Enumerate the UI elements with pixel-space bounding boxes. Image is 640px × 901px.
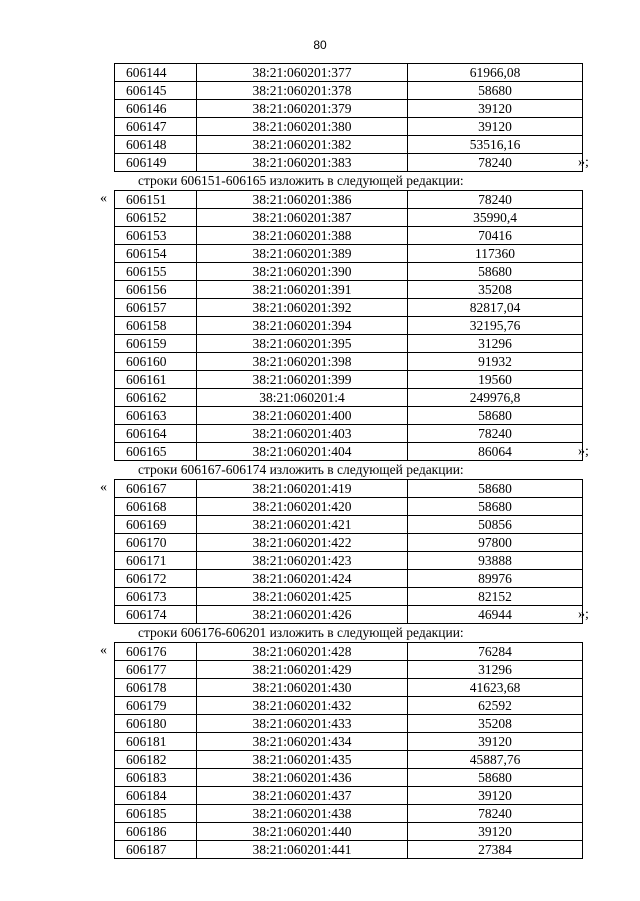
row-number-cell: 606183 [115, 769, 197, 787]
value-cell: 89976 [408, 570, 583, 588]
cadastral-number-cell: 38:21:060201:419 [197, 480, 408, 498]
row-number-cell: 606155 [115, 263, 197, 281]
table-row [115, 661, 583, 679]
table-row [115, 100, 583, 118]
cadastral-number-cell: 38:21:060201:392 [197, 299, 408, 317]
amendment-instruction: строки 606151-606165 изложить в следующей редакции: [138, 173, 464, 188]
cadastral-number-cell: 38:21:060201:394 [197, 317, 408, 335]
row-number-cell: 606149 [115, 154, 197, 172]
value-cell: 39120 [408, 118, 583, 136]
opening-quote: « [100, 191, 107, 206]
table-row [115, 679, 583, 697]
table-row [115, 425, 583, 443]
table-row [115, 498, 583, 516]
cadastral-number-cell: 38:21:060201:378 [197, 82, 408, 100]
amendment-block [0, 461, 640, 624]
cadastral-number-cell: 38:21:060201:388 [197, 227, 408, 245]
cadastral-number-cell: 38:21:060201:441 [197, 841, 408, 859]
value-cell: 97800 [408, 534, 583, 552]
row-number-cell: 606152 [115, 209, 197, 227]
table-row [115, 407, 583, 425]
row-number-cell: 606174 [115, 606, 197, 624]
value-cell: 19560 [408, 371, 583, 389]
closing-quote: »; [578, 444, 589, 459]
table-row [115, 154, 583, 172]
row-number-cell: 606164 [115, 425, 197, 443]
cadastral-number-cell: 38:21:060201:440 [197, 823, 408, 841]
table-row [115, 263, 583, 281]
value-cell: 78240 [408, 191, 583, 209]
value-cell: 50856 [408, 516, 583, 534]
value-cell: 58680 [408, 263, 583, 281]
row-number-cell: 606184 [115, 787, 197, 805]
value-cell: 39120 [408, 787, 583, 805]
value-cell: 117360 [408, 245, 583, 263]
table-row [115, 191, 583, 209]
cadastral-number-cell: 38:21:060201:380 [197, 118, 408, 136]
cadastral-number-cell: 38:21:060201:395 [197, 335, 408, 353]
page-number: 80 [313, 38, 327, 52]
cadastral-number-cell: 38:21:060201:429 [197, 661, 408, 679]
table-wrapper [0, 63, 640, 172]
cadastral-number-cell: 38:21:060201:4 [197, 389, 408, 407]
value-cell: 249976,8 [408, 389, 583, 407]
table-wrapper [0, 642, 640, 859]
cadastral-number-cell: 38:21:060201:391 [197, 281, 408, 299]
row-number-cell: 606185 [115, 805, 197, 823]
cadastral-number-cell: 38:21:060201:390 [197, 263, 408, 281]
amendment-block [0, 624, 640, 859]
row-number-cell: 606173 [115, 588, 197, 606]
cadastral-number-cell: 38:21:060201:422 [197, 534, 408, 552]
row-number-cell: 606151 [115, 191, 197, 209]
table-row [115, 82, 583, 100]
value-cell: 35208 [408, 715, 583, 733]
table-row [115, 335, 583, 353]
table-row [115, 841, 583, 859]
row-number-cell: 606171 [115, 552, 197, 570]
table-row [115, 823, 583, 841]
value-cell: 82152 [408, 588, 583, 606]
cadastral-number-cell: 38:21:060201:421 [197, 516, 408, 534]
row-number-cell: 606161 [115, 371, 197, 389]
closing-quote: »; [578, 155, 589, 170]
table-row [115, 209, 583, 227]
value-cell: 93888 [408, 552, 583, 570]
table-row [115, 643, 583, 661]
cadastral-number-cell: 38:21:060201:403 [197, 425, 408, 443]
value-cell: 82817,04 [408, 299, 583, 317]
table-row [115, 751, 583, 769]
row-number-cell: 606146 [115, 100, 197, 118]
table-row [115, 697, 583, 715]
row-number-cell: 606179 [115, 697, 197, 715]
cadastral-number-cell: 38:21:060201:438 [197, 805, 408, 823]
value-cell: 35208 [408, 281, 583, 299]
table-row [115, 64, 583, 82]
cadastral-number-cell: 38:21:060201:425 [197, 588, 408, 606]
cadastral-number-cell: 38:21:060201:430 [197, 679, 408, 697]
value-cell: 53516,16 [408, 136, 583, 154]
table-wrapper [0, 190, 640, 461]
value-cell: 78240 [408, 805, 583, 823]
table-row [115, 245, 583, 263]
amendment-instruction: строки 606167-606174 изложить в следующей редакции: [138, 462, 464, 477]
cadastral-number-cell: 38:21:060201:399 [197, 371, 408, 389]
row-number-cell: 606158 [115, 317, 197, 335]
cadastral-number-cell: 38:21:060201:434 [197, 733, 408, 751]
table-row [115, 227, 583, 245]
row-number-cell: 606168 [115, 498, 197, 516]
cadastral-number-cell: 38:21:060201:377 [197, 64, 408, 82]
value-cell: 58680 [408, 480, 583, 498]
value-cell: 39120 [408, 100, 583, 118]
row-number-cell: 606178 [115, 679, 197, 697]
cadastral-number-cell: 38:21:060201:387 [197, 209, 408, 227]
value-cell: 58680 [408, 769, 583, 787]
value-cell: 46944 [408, 606, 583, 624]
table-wrapper [0, 479, 640, 624]
table-row [115, 299, 583, 317]
cadastral-number-cell: 38:21:060201:386 [197, 191, 408, 209]
cadastral-number-cell: 38:21:060201:428 [197, 643, 408, 661]
opening-quote: « [100, 480, 107, 495]
table-row [115, 281, 583, 299]
table-row [115, 606, 583, 624]
row-number-cell: 606176 [115, 643, 197, 661]
cadastral-number-cell: 38:21:060201:404 [197, 443, 408, 461]
row-number-cell: 606156 [115, 281, 197, 299]
row-number-cell: 606159 [115, 335, 197, 353]
row-number-cell: 606162 [115, 389, 197, 407]
table-row [115, 570, 583, 588]
table-row [115, 480, 583, 498]
value-cell: 35990,4 [408, 209, 583, 227]
row-number-cell: 606145 [115, 82, 197, 100]
cadastral-number-cell: 38:21:060201:437 [197, 787, 408, 805]
value-cell: 78240 [408, 425, 583, 443]
row-number-cell: 606153 [115, 227, 197, 245]
table-row [115, 805, 583, 823]
closing-quote: »; [578, 607, 589, 622]
value-cell: 61966,08 [408, 64, 583, 82]
cadastral-number-cell: 38:21:060201:424 [197, 570, 408, 588]
row-number-cell: 606165 [115, 443, 197, 461]
table-row [115, 317, 583, 335]
cadastral-number-cell: 38:21:060201:426 [197, 606, 408, 624]
cadastral-number-cell: 38:21:060201:435 [197, 751, 408, 769]
table-row [115, 118, 583, 136]
value-cell: 70416 [408, 227, 583, 245]
cadastral-table [114, 190, 583, 461]
table-row [115, 733, 583, 751]
value-cell: 62592 [408, 697, 583, 715]
cadastral-number-cell: 38:21:060201:379 [197, 100, 408, 118]
row-number-cell: 606147 [115, 118, 197, 136]
value-cell: 27384 [408, 841, 583, 859]
table-row [115, 136, 583, 154]
table-row [115, 588, 583, 606]
row-number-cell: 606182 [115, 751, 197, 769]
table-row [115, 443, 583, 461]
table-row [115, 534, 583, 552]
value-cell: 45887,76 [408, 751, 583, 769]
table-row [115, 353, 583, 371]
value-cell: 41623,68 [408, 679, 583, 697]
table-row [115, 516, 583, 534]
row-number-cell: 606170 [115, 534, 197, 552]
amendment-block [0, 172, 640, 461]
cadastral-number-cell: 38:21:060201:382 [197, 136, 408, 154]
row-number-cell: 606144 [115, 64, 197, 82]
cadastral-number-cell: 38:21:060201:398 [197, 353, 408, 371]
value-cell: 39120 [408, 733, 583, 751]
row-number-cell: 606163 [115, 407, 197, 425]
cadastral-number-cell: 38:21:060201:436 [197, 769, 408, 787]
cadastral-table [114, 63, 583, 172]
cadastral-number-cell: 38:21:060201:400 [197, 407, 408, 425]
row-number-cell: 606172 [115, 570, 197, 588]
row-number-cell: 606167 [115, 480, 197, 498]
row-number-cell: 606154 [115, 245, 197, 263]
value-cell: 76284 [408, 643, 583, 661]
cadastral-number-cell: 38:21:060201:383 [197, 154, 408, 172]
document-body [0, 63, 640, 859]
table-row [115, 715, 583, 733]
row-number-cell: 606160 [115, 353, 197, 371]
cadastral-number-cell: 38:21:060201:432 [197, 697, 408, 715]
table-row [115, 371, 583, 389]
value-cell: 31296 [408, 661, 583, 679]
table-row [115, 769, 583, 787]
cadastral-number-cell: 38:21:060201:420 [197, 498, 408, 516]
value-cell: 58680 [408, 407, 583, 425]
opening-quote: « [100, 643, 107, 658]
value-cell: 39120 [408, 823, 583, 841]
amendment-block [0, 63, 640, 172]
row-number-cell: 606186 [115, 823, 197, 841]
cadastral-number-cell: 38:21:060201:433 [197, 715, 408, 733]
value-cell: 31296 [408, 335, 583, 353]
table-row [115, 552, 583, 570]
value-cell: 78240 [408, 154, 583, 172]
cadastral-number-cell: 38:21:060201:423 [197, 552, 408, 570]
value-cell: 32195,76 [408, 317, 583, 335]
row-number-cell: 606148 [115, 136, 197, 154]
row-number-cell: 606181 [115, 733, 197, 751]
value-cell: 86064 [408, 443, 583, 461]
row-number-cell: 606187 [115, 841, 197, 859]
value-cell: 58680 [408, 82, 583, 100]
row-number-cell: 606169 [115, 516, 197, 534]
amendment-instruction: строки 606176-606201 изложить в следующей редакции: [138, 625, 464, 640]
row-number-cell: 606180 [115, 715, 197, 733]
table-row [115, 389, 583, 407]
table-row [115, 787, 583, 805]
value-cell: 91932 [408, 353, 583, 371]
row-number-cell: 606177 [115, 661, 197, 679]
value-cell: 58680 [408, 498, 583, 516]
cadastral-number-cell: 38:21:060201:389 [197, 245, 408, 263]
cadastral-table [114, 642, 583, 859]
cadastral-table [114, 479, 583, 624]
row-number-cell: 606157 [115, 299, 197, 317]
